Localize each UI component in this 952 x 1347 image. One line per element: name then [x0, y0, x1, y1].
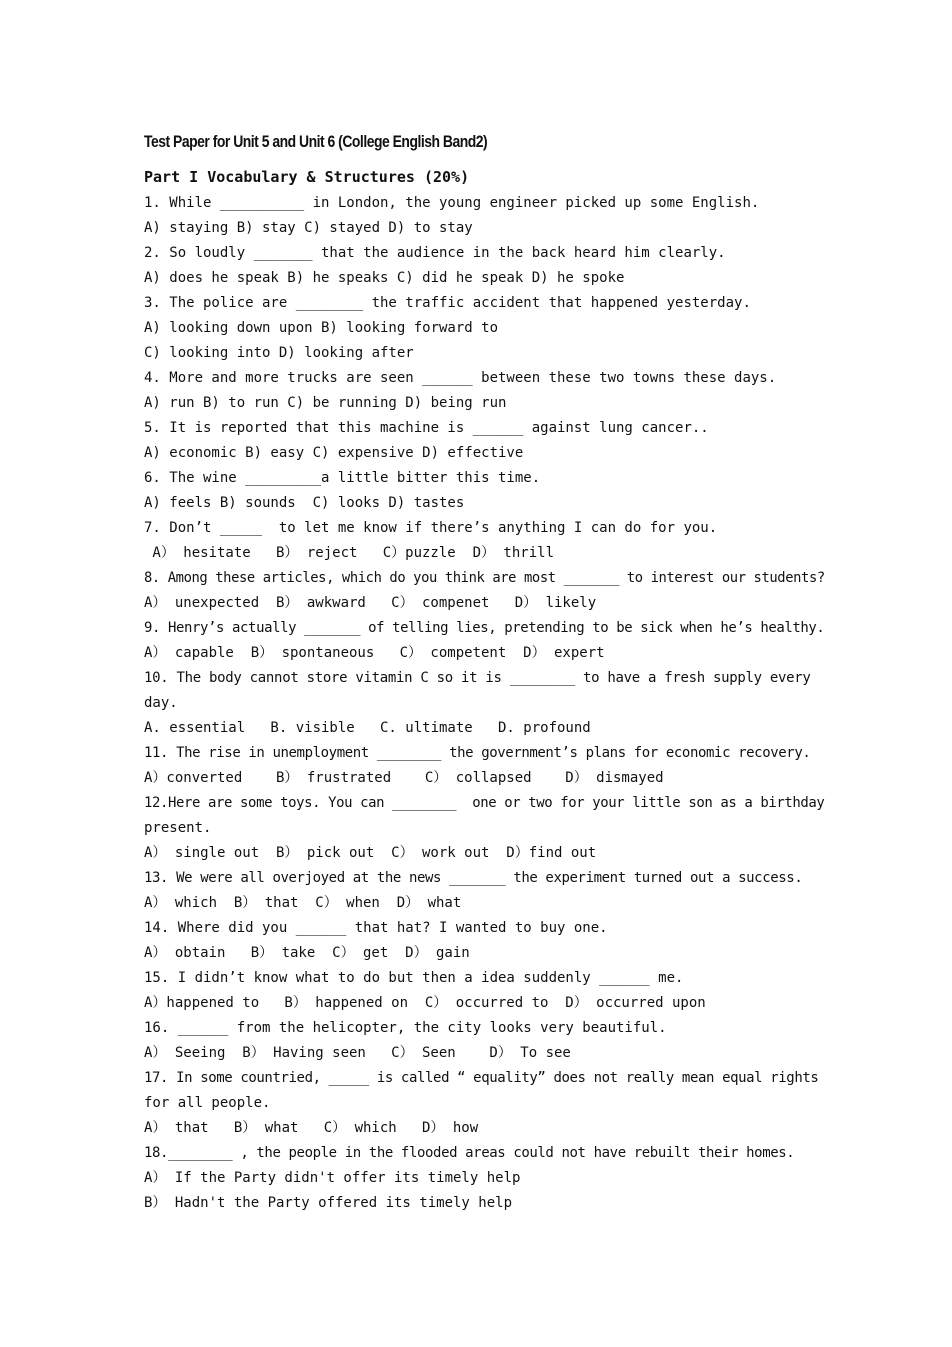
question-4: 4. More and more trucks are seen ______ between these two towns these days.: [144, 370, 777, 386]
question-8: 8. Among these articles, which do you think are most _______ to interest our students?: [144, 570, 825, 586]
question-14: 14. Where did you ______ that hat? I wanted to buy one.: [144, 920, 608, 936]
question-7-options: A） hesitate B） reject C）puzzle D） thrill: [144, 545, 555, 561]
question-10-continued: day.: [144, 695, 178, 711]
question-16: 16. ______ from the helicopter, the city looks very beautiful.: [144, 1020, 667, 1036]
question-18-option-a: A） If the Party didn't offer its timely help: [144, 1170, 521, 1186]
question-7: 7. Don’t _____ to let me know if there’s anything I can do for you.: [144, 520, 718, 536]
question-15: 15. I didn’t know what to do but then a idea suddenly ______ me.: [144, 970, 684, 986]
question-13-options: A） which B） that C） when D） what: [144, 895, 462, 911]
question-2-options: A) does he speak B) he speaks C) did he speak D) he spoke: [144, 270, 625, 286]
question-12-continued: present.: [144, 820, 212, 836]
question-10-options: A. essential B. visible C. ultimate D. profound: [144, 720, 591, 736]
question-5: 5. It is reported that this machine is ______ against lung cancer..: [144, 420, 709, 436]
question-17-continued: for all people.: [144, 1095, 271, 1111]
question-18-option-b: B） Hadn't the Party offered its timely help: [144, 1195, 513, 1211]
question-3-options-ab: A) looking down upon B) looking forward to: [144, 320, 499, 336]
question-1: 1. While __________ in London, the young engineer picked up some English.: [144, 195, 760, 211]
document-title: Test Paper for Unit 5 and Unit 6 (College English Band2): [144, 132, 488, 151]
document-body: [144, 128, 824, 1216]
question-13: 13. We were all overjoyed at the news _______ the experiment turned out a success.: [144, 870, 803, 886]
question-3: 3. The police are ________ the traffic accident that happened yesterday.: [144, 295, 751, 311]
question-14-options: A） obtain B） take C） get D） gain: [144, 945, 470, 961]
question-12: 12.Here are some toys. You can ________ one or two for your little son as a birthday: [144, 795, 825, 811]
part-heading: Part I Vocabulary & Structures (20%): [144, 168, 470, 186]
question-6: 6. The wine _________a little bitter this time.: [144, 470, 541, 486]
question-17: 17. In some countried, _____ is called “ equality” does not really mean equal rights: [144, 1070, 819, 1086]
question-2: 2. So loudly _______ that the audience in the back heard him clearly.: [144, 245, 726, 261]
question-16-options: A） Seeing B） Having seen C） Seen D） To see: [144, 1045, 571, 1061]
question-8-options: A） unexpected B） awkward C） compenet D） likely: [144, 595, 597, 611]
question-4-options: A) run B) to run C) be running D) being run: [144, 395, 507, 411]
question-1-options: A) staying B) stay C) stayed D) to stay: [144, 220, 473, 236]
question-9: 9. Henry’s actually _______ of telling lies, pretending to be sick when he’s healthy.: [144, 620, 825, 636]
question-15-options: A）happened to B） happened on C） occurred to D） occurred upon: [144, 995, 706, 1011]
question-11-options: A）converted B） frustrated C） collapsed D） dismayed: [144, 770, 664, 786]
question-3-options-cd: C) looking into D) looking after: [144, 345, 414, 361]
question-10: 10. The body cannot store vitamin C so it is ________ to have a fresh supply every: [144, 670, 811, 686]
question-18: 18.________ , the people in the flooded areas could not have rebuilt their homes.: [144, 1145, 795, 1161]
question-9-options: A） capable B） spontaneous C） competent D） expert: [144, 645, 605, 661]
question-6-options: A) feels B) sounds C) looks D) tastes: [144, 495, 465, 511]
question-12-options: A） single out B） pick out C） work out D）find out: [144, 845, 597, 861]
question-11: 11. The rise in unemployment ________ the government’s plans for economic recovery.: [144, 745, 811, 761]
question-5-options: A) economic B) easy C) expensive D) effective: [144, 445, 524, 461]
question-17-options: A） that B） what C） which D） how: [144, 1120, 479, 1136]
